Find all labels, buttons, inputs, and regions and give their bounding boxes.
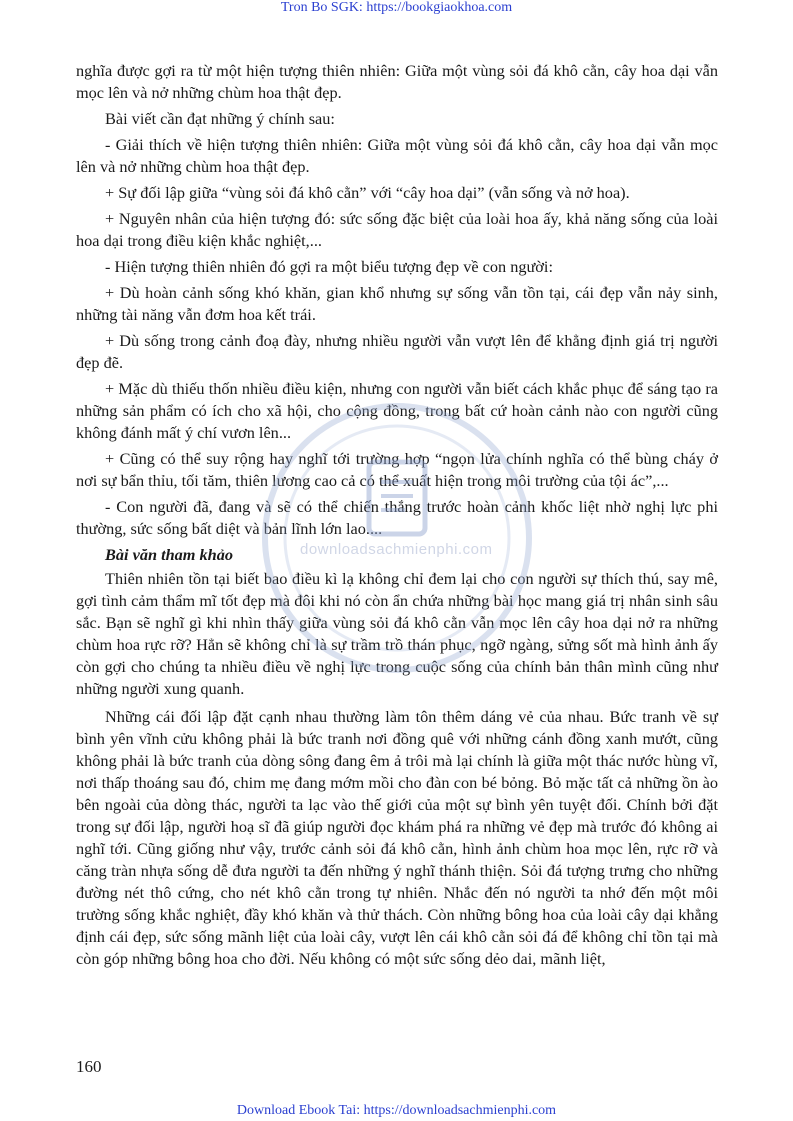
paragraph-requirements: Bài viết cần đạt những ý chính sau:	[105, 109, 335, 128]
paragraph-explain: - Giải thích về hiện tượng thiên nhiên: Giữa một vùng sỏi đá khô cằn, cây hoa dại vẫn mọc lên và nở những chùm hoa thật đẹp.	[76, 135, 718, 176]
watermark-text: downloadsachmienphi.com	[300, 541, 493, 558]
paragraph-point-rise: + Dù sống trong cảnh đoạ đày, nhưng nhiều người vẫn vượt lên để khẳng định giá trị người đẹp đẽ.	[76, 331, 718, 372]
paragraph-point-justice: + Cũng có thể suy rộng hay nghĩ tới trường hợp “ngọn lửa chính nghĩa có thể bùng cháy ở nơi sự bẩn thỉu, tối tăm, thiên lương cao cả có thể xuất hiện trong môi trường của tội ác”,...	[76, 449, 718, 490]
paragraph-cause: + Nguyên nhân của hiện tượng đó: sức sống đặc biệt của loài hoa ấy, khả năng sống của loài hoa dại trong điều kiện khắc nghiệt,...	[76, 209, 718, 250]
footer-download-link[interactable]: Download Ebook Tai: https://downloadsachmienphi.com	[236, 1103, 557, 1118]
reference-paragraph: Thiên nhiên tồn tại biết bao điều kì lạ không chỉ đem lại cho con người sự thích thú, say mê, gợi tình cảm thẩm mĩ tốt đẹp mà đôi khi nó còn ẩn chứa những bài học mang giá trị nhân sinh sâu sắc. Bạn sẽ nghĩ gì khi nhìn thấy giữa vùng sỏi đá khô cằn vẫn mọc lên cây hoa dại nở ra những chùm hoa rực rỡ? Hẳn sẽ không chỉ là sự trầm trồ thán phục, ngỡ ngàng, sửng sốt mà hình ảnh ấy còn gợi cho chúng ta nhiều điều về nghị lực trong cuộc sống của chính bản thân mình cũng như những người xung quanh.	[76, 569, 718, 698]
paragraph-point-create: + Mặc dù thiếu thốn nhiều điều kiện, nhưng con người vẫn biết cách khắc phục để sáng tạo ra những sản phẩm có ích cho xã hội, cho cộng đồng, trong bất cứ hoàn cảnh nào con người cũng không đánh mất ý chí vươn lên...	[76, 379, 718, 442]
paragraph-intro: nghĩa được gợi ra từ một hiện tượng thiên nhiên: Giữa một vùng sỏi đá khô cằn, cây hoa dại vẫn mọc lên và nở những chùm hoa thật đẹp.	[76, 61, 718, 102]
page-content	[76, 60, 718, 976]
page-number: 160	[76, 1057, 102, 1076]
reference-paragraph: Những cái đối lập đặt cạnh nhau thường làm tôn thêm dáng vẻ của nhau. Bức tranh về sự bình yên vĩnh cửu không phải là bức tranh nơi đồng quê với những cánh đồng xanh mướt, cũng không phải là bức tranh của dòng sông đang êm ả trôi mà lại chính là giữa một thác nước hùng vĩ, nơi thấp thoáng sau đó, chim mẹ đang mớm mồi cho đàn con bé bỏng. Bỏ mặc tất cả những ồn ào bên ngoài của dòng thác, người ta lạc vào thế giới của một sự bình yên tuyệt đối. Chính bởi đặt trong sự đối lập, người hoạ sĩ đã giúp người đọc khám phá ra những vẻ đẹp mà trước đó không ai nghĩ tới. Cũng giống như vậy, trước cảnh sỏi đá khô cằn, hình ảnh chùm hoa mọc lên, rực rỡ và căng tràn nhựa sống dễ đưa người ta đến những ý nghĩ thánh thiện. Sỏi đá tượng trưng cho những đường nét thô cứng, cho nét khô cằn trong tự nhiên. Nhắc đến nó người ta nhớ đến một môi trường sống khắc nghiệt, đầy khó khăn và thử thách. Còn những bông hoa của loài cây dại khẳng định cái đẹp, sức sống mãnh liệt của loài cây, vượt lên cái khô cằn sỏi đá để không chỉ tồn tại mà còn góp những bông hoa cho đời. Nếu không có một sức sống dẻo dai, mãnh liệt,	[76, 707, 718, 968]
header-source-link[interactable]: Tron Bo SGK: https://bookgiaokhoa.com	[280, 0, 513, 15]
paragraph-conclusion: - Con người đã, đang và sẽ có thể chiến thắng trước hoàn cảnh khốc liệt nhờ nghị lực phi thường, sức sống bất diệt và bản lĩnh lớn lao....	[76, 497, 718, 538]
paragraph-contrast: + Sự đối lập giữa “vùng sỏi đá khô cằn” với “cây hoa dại” (vẫn sống và nở hoa).	[105, 183, 630, 202]
paragraph-symbol: - Hiện tượng thiên nhiên đó gợi ra một biểu tượng đẹp về con người:	[105, 257, 553, 276]
paragraph-point-hardship: + Dù hoàn cảnh sống khó khăn, gian khổ nhưng sự sống vẫn tồn tại, cái đẹp vẫn nảy sinh, những tài năng vẫn đơm hoa kết trái.	[76, 283, 718, 324]
reference-heading: Bài văn tham khảo	[105, 545, 234, 564]
